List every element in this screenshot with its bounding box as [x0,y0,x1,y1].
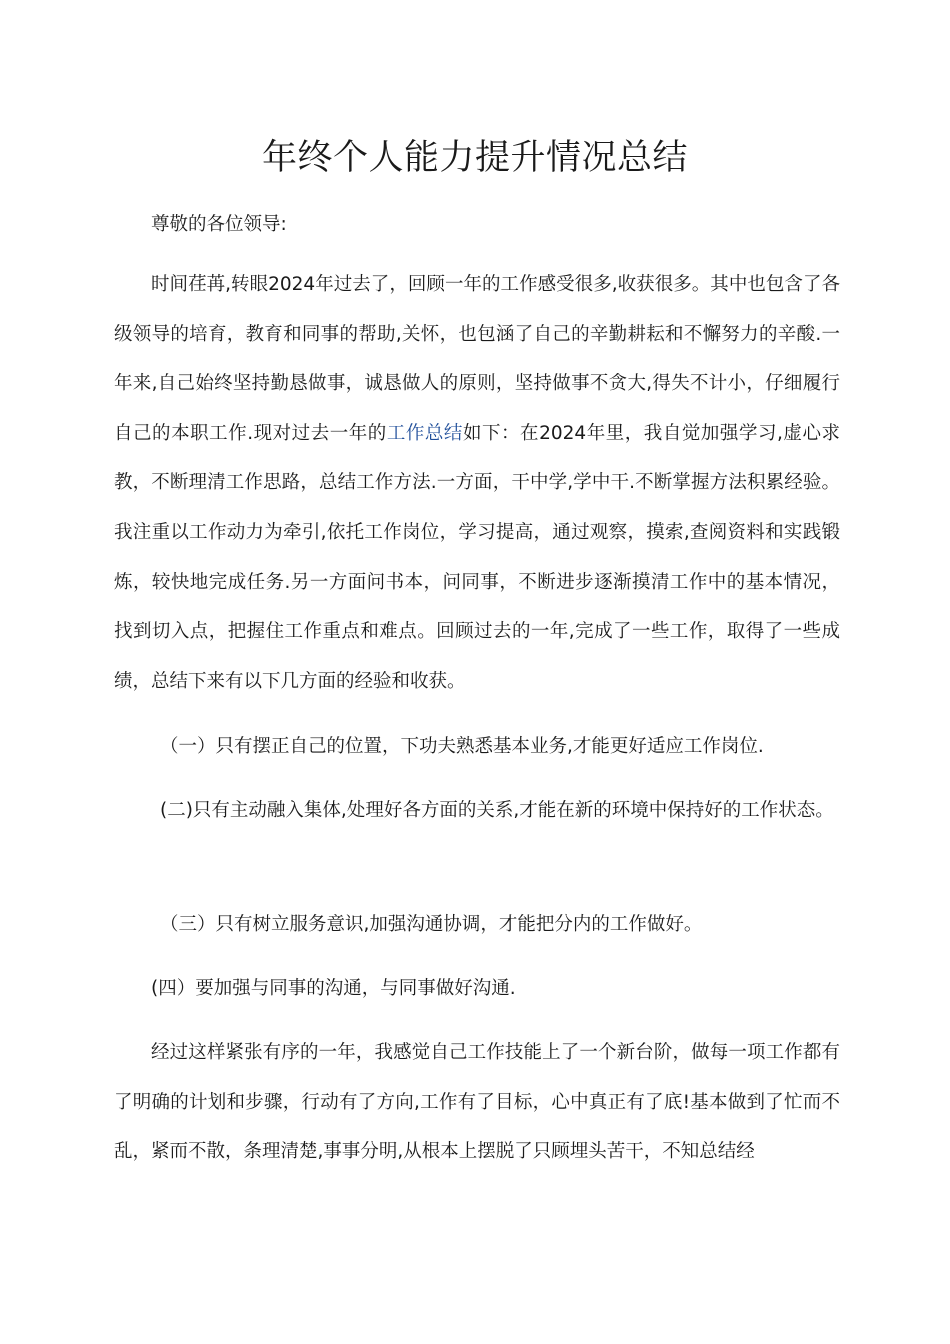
list-item-2: (二)只有主动融入集体,处理好各方面的关系,才能在新的环境中保持好的工作状态。 [160,800,834,821]
list-item-1: （一）只有摆正自己的位置，下功夫熟悉基本业务,才能更好适应工作岗位. [160,736,764,757]
paragraph-intro-text-1: 时间荏苒,转眼2024年过去了，回顾一年的工作感受很多,收获很多。其中也包含了各级领导的培育，教育和同事的帮助,关怀，也包涵了自己的辛勤耕耘和不懈努力的辛酸.一年来,自己始终坚持勤恳做事，诚恳做人的原则，坚持做事不贪大,得失不计小，仔细履行自己的本职工作.现对过去一年的 [114,274,840,444]
paragraph-intro [114,260,840,706]
paragraph-conclusion: 经过这样紧张有序的一年，我感觉自己工作技能上了一个新台阶，做每一项工作都有了明确的计划和步骤，行动有了方向,工作有了目标，心中真正有了底!基本做到了忙而不乱，紧而不散，条理清楚,事事分明,从根本上摆脱了只顾埋头苦干，不知总结经 [114,1042,840,1163]
paragraph-intro-text-2: 如下：在2024年里，我自觉加强学习,虚心求教，不断理清工作思路，总结工作方法.一方面，干中学,学中干.不断掌握方法积累经验。我注重以工作动力为牵引,依托工作岗位，学习提高，通过观察，摸索,查阅资料和实践锻炼，较快地完成任务.另一方面问书本，问同事，不断进步逐渐摸清工作中的基本情况，找到切入点，把握住工作重点和难点。回顾过去的一年,完成了一些工作，取得了一些成绩，总结下来有以下几方面的经验和收获。 [114,422,840,692]
list-item-3: （三）只有树立服务意识,加强沟通协调，才能把分内的工作做好。 [160,914,703,935]
work-summary-link[interactable]: 工作总结 [386,422,463,444]
salutation: 尊敬的各位领导: [151,214,287,235]
list-item-4: (四）要加强与同事的沟通，与同事做好沟通. [151,978,516,999]
document-title: 年终个人能力提升情况总结 [261,138,688,178]
